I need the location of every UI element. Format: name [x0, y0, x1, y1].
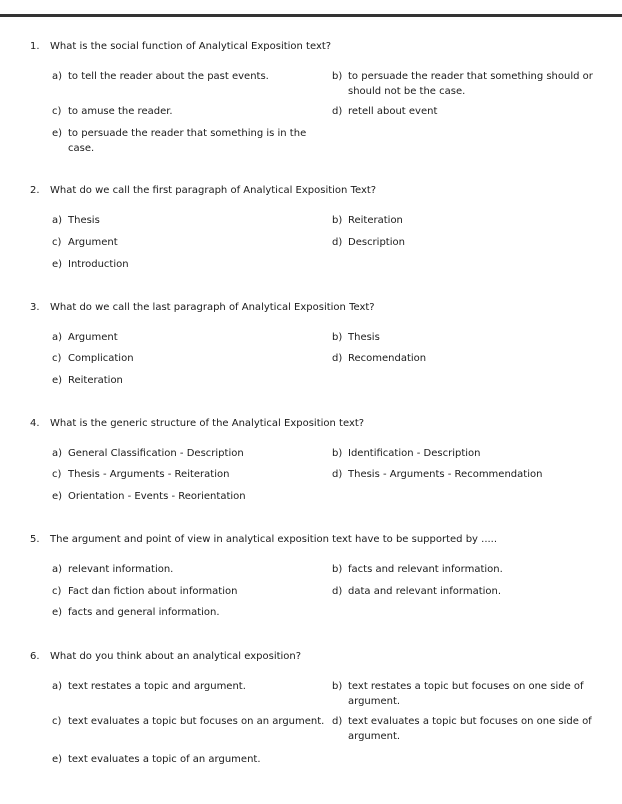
- option-label: a): [52, 564, 63, 575]
- question-text: What do we call the first paragraph of Analytical Exposition Text?: [50, 185, 377, 196]
- option-b[interactable]: [332, 446, 617, 461]
- option-a[interactable]: [52, 69, 322, 84]
- option-text: Orientation - Events - Reorientation: [68, 491, 246, 502]
- option-text: to persuade the reader that something is in the case.: [68, 128, 307, 154]
- option-label: c): [52, 716, 62, 727]
- question-number: 5.: [30, 534, 40, 545]
- option-c[interactable]: [52, 351, 322, 366]
- option-text: Recomendation: [348, 353, 427, 364]
- option-a[interactable]: [52, 330, 322, 345]
- option-text: Introduction: [68, 259, 129, 270]
- option-e[interactable]: [52, 373, 322, 388]
- option-a[interactable]: [52, 679, 322, 694]
- question-number: 4.: [30, 418, 40, 429]
- option-text: text restates a topic and argument.: [68, 681, 246, 692]
- option-label: c): [52, 353, 62, 364]
- option-label: d): [332, 237, 343, 248]
- option-label: b): [332, 71, 343, 82]
- option-label: d): [332, 716, 343, 727]
- option-text: to amuse the reader.: [68, 106, 173, 117]
- option-label: d): [332, 469, 343, 480]
- option-text: text evaluates a topic but focuses on one side of argument.: [348, 716, 592, 742]
- option-a[interactable]: [52, 446, 322, 461]
- option-text: retell about event: [348, 106, 438, 117]
- question-text: The argument and point of view in analytical exposition text have to be supported by .....: [50, 534, 498, 545]
- option-text: Thesis: [348, 332, 380, 343]
- top-divider: [0, 14, 622, 17]
- option-label: b): [332, 681, 343, 692]
- option-label: c): [52, 237, 62, 248]
- question-number: 2.: [30, 185, 40, 196]
- option-label: e): [52, 491, 63, 502]
- option-label: a): [52, 215, 63, 226]
- option-label: b): [332, 215, 343, 226]
- option-text: Reiteration: [68, 375, 123, 386]
- question-number: 3.: [30, 302, 40, 313]
- option-label: e): [52, 607, 63, 618]
- option-e[interactable]: [52, 752, 322, 767]
- option-d[interactable]: [332, 235, 607, 250]
- option-b[interactable]: [332, 213, 607, 228]
- option-text: Argument: [68, 237, 118, 248]
- option-c[interactable]: [52, 584, 322, 599]
- option-text: Identification - Description: [348, 448, 481, 459]
- option-c[interactable]: [52, 714, 334, 729]
- option-text: text evaluates a topic but focuses on an argument.: [68, 716, 325, 727]
- option-label: a): [52, 332, 63, 343]
- option-label: e): [52, 128, 63, 139]
- option-label: a): [52, 448, 63, 459]
- option-text: text evaluates a topic of an argument.: [68, 754, 261, 765]
- option-label: d): [332, 106, 343, 117]
- option-text: Reiteration: [348, 215, 403, 226]
- option-label: c): [52, 469, 62, 480]
- option-a[interactable]: [52, 213, 322, 228]
- option-label: d): [332, 586, 343, 597]
- question-text: What do you think about an analytical exposition?: [50, 651, 302, 662]
- option-e[interactable]: [52, 605, 322, 620]
- option-label: e): [52, 259, 63, 270]
- question-text: What is the social function of Analytical Exposition text?: [50, 41, 332, 52]
- option-text: data and relevant information.: [348, 586, 502, 597]
- option-text: General Classification - Description: [68, 448, 244, 459]
- option-d[interactable]: [332, 467, 617, 482]
- option-label: e): [52, 375, 63, 386]
- option-label: a): [52, 681, 63, 692]
- option-c[interactable]: [52, 104, 322, 119]
- option-b[interactable]: [332, 679, 607, 709]
- option-c[interactable]: [52, 235, 322, 250]
- option-text: Fact dan fiction about information: [68, 586, 238, 597]
- option-d[interactable]: [332, 584, 607, 599]
- option-c[interactable]: [52, 467, 322, 482]
- option-d[interactable]: [332, 351, 607, 366]
- option-label: b): [332, 448, 343, 459]
- option-text: relevant information.: [68, 564, 174, 575]
- option-text: facts and general information.: [68, 607, 220, 618]
- option-label: c): [52, 586, 62, 597]
- option-d[interactable]: [332, 104, 607, 119]
- question-text: What is the generic structure of the Analytical Exposition text?: [50, 418, 365, 429]
- option-text: Thesis - Arguments - Recommendation: [348, 469, 543, 480]
- option-text: text restates a topic but focuses on one side of argument.: [348, 681, 584, 707]
- option-b[interactable]: [332, 330, 607, 345]
- option-text: to persuade the reader that something should or should not be the case.: [348, 71, 593, 97]
- option-d[interactable]: [332, 714, 607, 744]
- option-label: b): [332, 564, 343, 575]
- question-number: 1.: [30, 41, 40, 52]
- option-b[interactable]: [332, 69, 607, 99]
- option-label: e): [52, 754, 63, 765]
- option-text: Description: [348, 237, 405, 248]
- option-a[interactable]: [52, 562, 322, 577]
- option-text: to tell the reader about the past events.: [68, 71, 269, 82]
- option-text: Argument: [68, 332, 118, 343]
- question-text: What do we call the last paragraph of Analytical Exposition Text?: [50, 302, 375, 313]
- option-label: c): [52, 106, 62, 117]
- option-label: a): [52, 71, 63, 82]
- option-label: d): [332, 353, 343, 364]
- option-text: Thesis - Arguments - Reiteration: [68, 469, 230, 480]
- option-text: Complication: [68, 353, 134, 364]
- option-e[interactable]: [52, 126, 317, 156]
- option-text: facts and relevant information.: [348, 564, 503, 575]
- option-e[interactable]: [52, 489, 322, 504]
- option-e[interactable]: [52, 257, 322, 272]
- option-label: b): [332, 332, 343, 343]
- question-number: 6.: [30, 651, 40, 662]
- option-text: Thesis: [68, 215, 100, 226]
- option-b[interactable]: [332, 562, 607, 577]
